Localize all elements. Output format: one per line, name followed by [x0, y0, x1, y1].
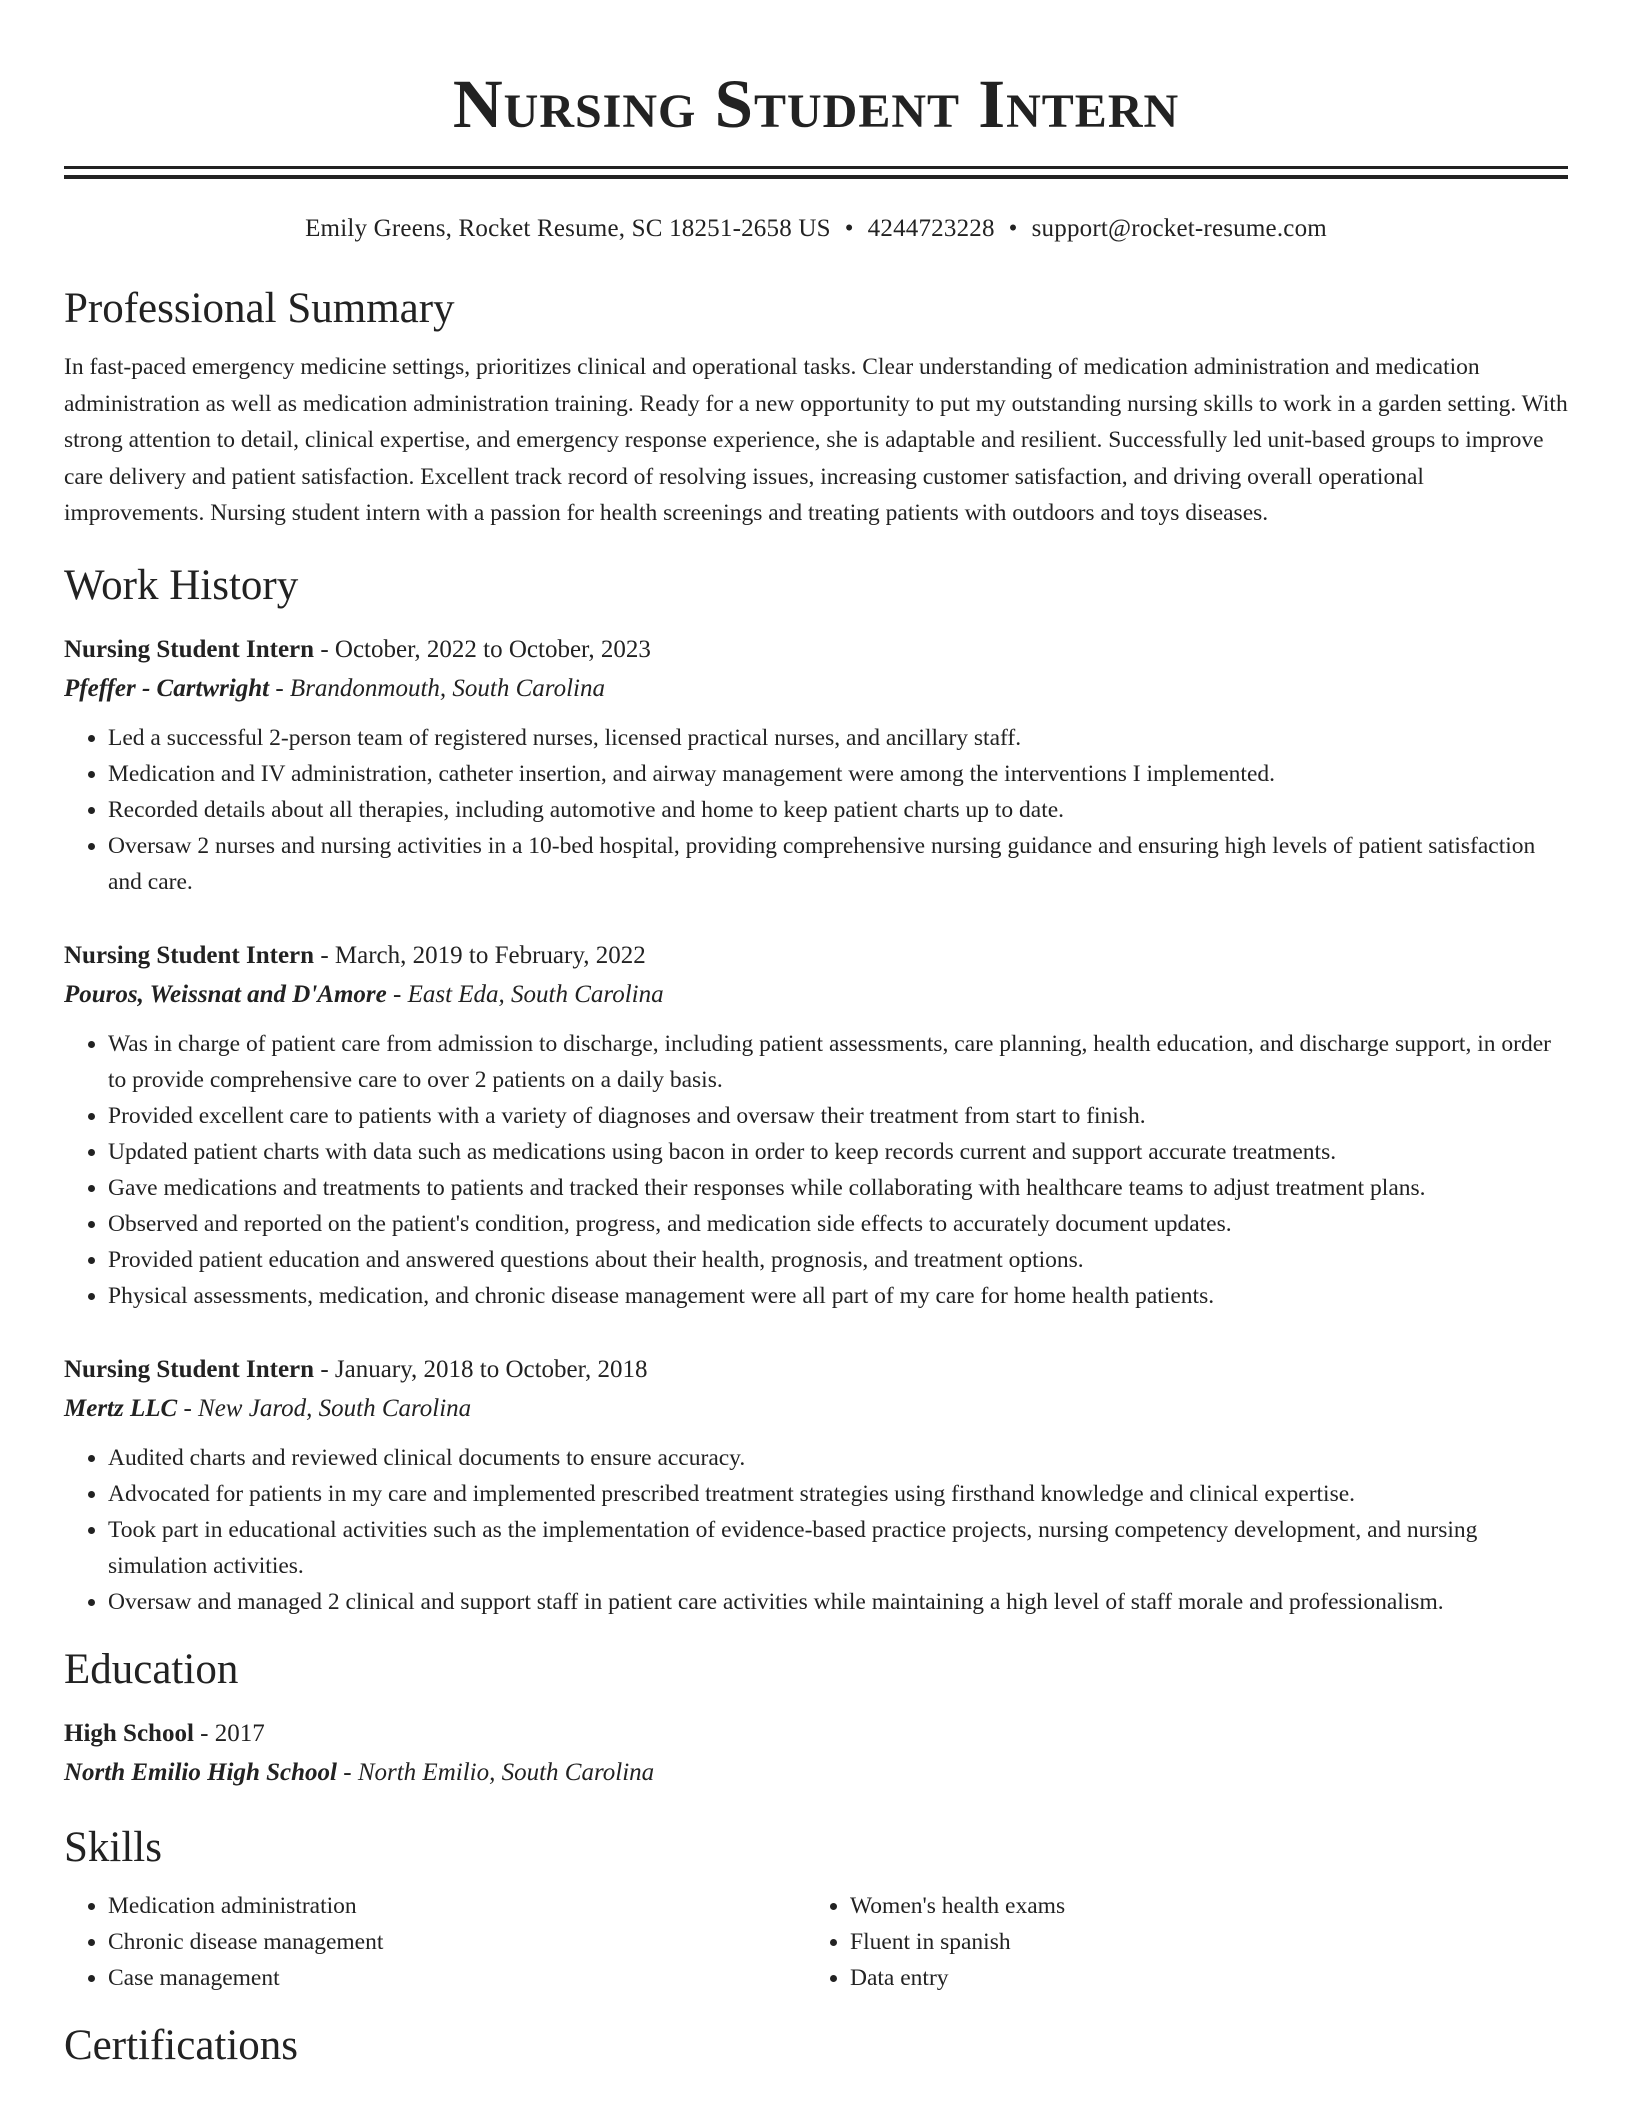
list-item: • Gave medications and treatments to patients and tracked their responses while collaborating with healthcare teams to adjust treatment plans.: [108, 1170, 1568, 1206]
list-item: • Women's health exams: [850, 1888, 1548, 1924]
list-item: • Provided excellent care to patients with a variety of diagnoses and oversaw their treatment from start to finish.: [108, 1098, 1568, 1134]
list-item: • Case management: [108, 1960, 806, 1996]
list-item: • Physical assessments, medication, and chronic disease management were all part of my care for home health patients.: [108, 1278, 1568, 1314]
job-bullets: [64, 720, 1568, 900]
job-company: Mertz LLC: [64, 1394, 178, 1422]
contact-address: Emily Greens, Rocket Resume, SC 18251-2658 US: [305, 215, 831, 242]
list-item: • Oversaw 2 nurses and nursing activities in a 10-bed hospital, providing comprehensive nursing guidance and ensuring high levels of patient satisfaction and care.: [108, 828, 1568, 900]
resume-title: Nursing Student Intern: [452, 66, 1180, 142]
job-company-line: [64, 1389, 1568, 1428]
job-company-line: [64, 669, 1568, 708]
list-item: • Medication and IV administration, catheter insertion, and airway management were among the interventions I implemented.: [108, 756, 1568, 792]
job-location: - New Jarod, South Carolina: [177, 1394, 472, 1422]
job-location: - East Eda, South Carolina: [386, 980, 664, 1008]
title-rule-top: [64, 166, 1568, 169]
contact-line: [64, 213, 1568, 245]
skills-list-left: [64, 1888, 806, 1996]
list-item: • Fluent in spanish: [850, 1924, 1548, 1960]
job-entry: [64, 1350, 1568, 1620]
section-heading-skills: Skills: [64, 1823, 162, 1871]
list-item: • Recorded details about all therapies, including automotive and home to keep patient charts up to date.: [108, 792, 1568, 828]
title-rule-bottom: [64, 175, 1568, 179]
contact-separator: •: [844, 215, 854, 242]
education-degree-line: [64, 1714, 1568, 1753]
list-item: • Chronic disease management: [108, 1924, 806, 1960]
job-title-line: [64, 936, 1568, 975]
education-school: North Emilio High School: [64, 1758, 337, 1786]
list-item: • Medication administration: [108, 1888, 806, 1924]
job-bullets: [64, 1440, 1568, 1620]
list-item: • Oversaw and managed 2 clinical and support staff in patient care activities while maintaining a high level of staff morale and professionalism.: [108, 1584, 1568, 1620]
job-title-line: [64, 630, 1568, 669]
list-item: • Provided patient education and answered questions about their health, prognosis, and treatment options.: [108, 1242, 1568, 1278]
skills-list-right: [806, 1888, 1548, 1996]
job-entry: [64, 630, 1568, 900]
section-heading-summary: Professional Summary: [64, 285, 455, 332]
section-heading-work-history: Work History: [64, 561, 299, 609]
education-location: - North Emilio, South Carolina: [337, 1758, 655, 1786]
job-dates: - October, 2022 to October, 2023: [314, 635, 651, 663]
summary-text: In fast-paced emergency medicine settings, prioritizes clinical and operational tasks. Clear understanding of medication administration and medication administration as well as medication administration training. Ready for a new opportunity to put my outstanding nursing skills to work in a garden setting. With strong attention to detail, clinical expertise, and emergency response experience, she is adaptable and resilient. Successfully led unit-based groups to improve care delivery and patient satisfaction. Excellent track record of resolving issues, increasing customer satisfaction, and driving overall operational improvements. Nursing student intern with a passion for health screenings and treating patients with outdoors and toys diseases.: [64, 354, 1568, 526]
list-item: • Audited charts and reviewed clinical documents to ensure accuracy.: [108, 1440, 1568, 1476]
list-item: • Took part in educational activities such as the implementation of evidence-based practice projects, nursing competency development, and nursing simulation activities.: [108, 1512, 1568, 1584]
contact-separator: •: [1008, 215, 1018, 242]
job-role: Nursing Student Intern: [64, 635, 315, 663]
list-item: • Was in charge of patient care from admission to discharge, including patient assessments, care planning, health education, and discharge support, in order to provide comprehensive care to over 2 patients on a daily basis.: [108, 1026, 1568, 1098]
skills-columns: [64, 1888, 1568, 1996]
job-role: Nursing Student Intern: [64, 941, 315, 969]
job-dates: - January, 2018 to October, 2018: [314, 1355, 648, 1383]
contact-email: support@rocket-resume.com: [1031, 215, 1327, 242]
section-heading-certifications: Certifications: [64, 2021, 299, 2069]
list-item: • Led a successful 2-person team of registered nurses, licensed practical nurses, and ancillary staff.: [108, 720, 1568, 756]
section-heading-education: Education: [64, 1645, 239, 1693]
job-dates: - March, 2019 to February, 2022: [314, 941, 646, 969]
job-bullets: [64, 1026, 1568, 1314]
job-entry: [64, 936, 1568, 1314]
education-school-line: [64, 1753, 1568, 1792]
job-company: Pfeffer - Cartwright: [64, 674, 270, 702]
contact-phone: 4244723228: [867, 215, 995, 242]
list-item: • Advocated for patients in my care and implemented prescribed treatment strategies using firsthand knowledge and clinical expertise.: [108, 1476, 1568, 1512]
job-company-line: [64, 975, 1568, 1014]
list-item: • Updated patient charts with data such as medications using bacon in order to keep records current and support accurate treatments.: [108, 1134, 1568, 1170]
list-item: • Observed and reported on the patient's condition, progress, and medication side effects to accurately document updates.: [108, 1206, 1568, 1242]
job-role: Nursing Student Intern: [64, 1355, 315, 1383]
education-entry: [64, 1714, 1568, 1792]
job-title-line: [64, 1350, 1568, 1389]
job-company: Pouros, Weissnat and D'Amore: [64, 980, 387, 1008]
job-location: - Brandonmouth, South Carolina: [269, 674, 605, 702]
list-item: • Data entry: [850, 1960, 1548, 1996]
education-degree: High School: [64, 1719, 194, 1747]
education-year: - 2017: [193, 1719, 265, 1747]
